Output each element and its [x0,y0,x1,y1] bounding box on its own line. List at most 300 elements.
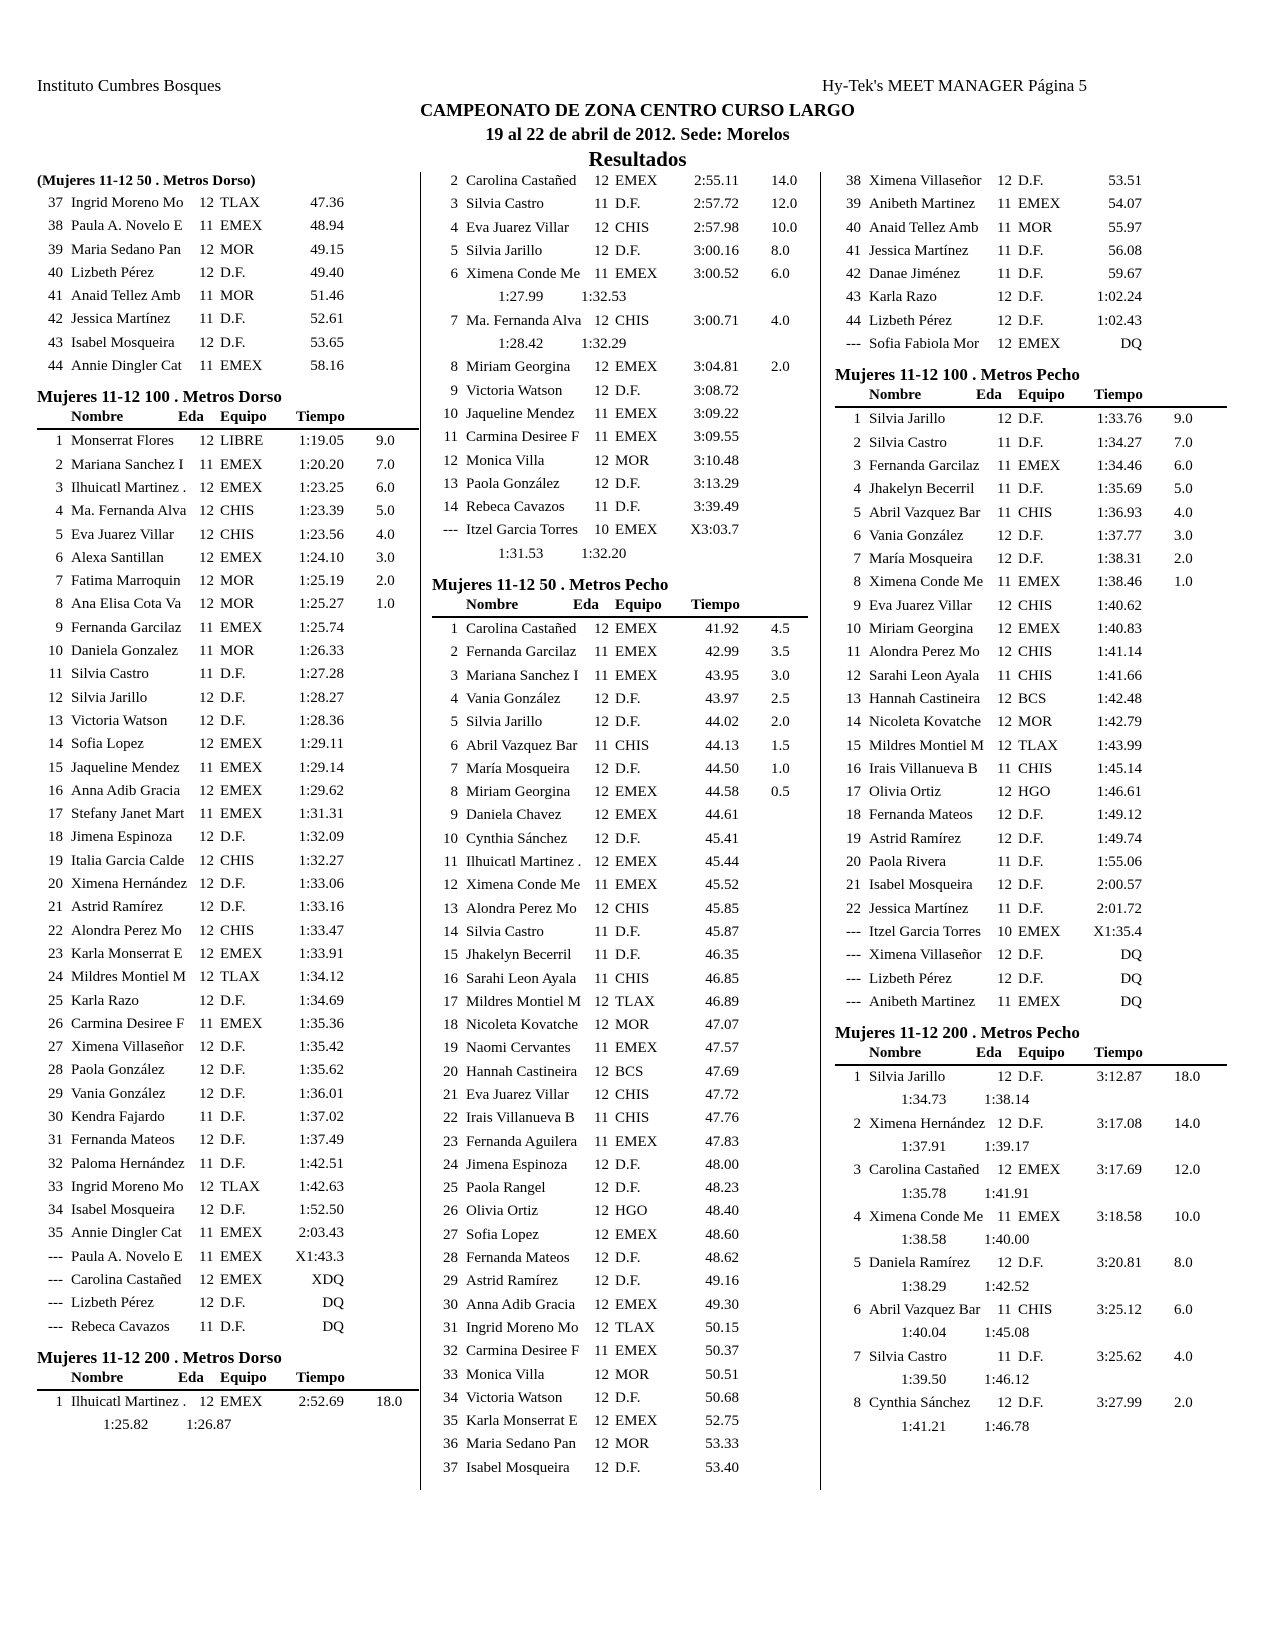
swimmer-name: Karla Monserrat E [466,1413,578,1430]
swimmer-name: Itzel Garcia Torres [466,522,578,539]
team: HGO [1018,784,1051,801]
column-header-time: Tiempo [296,409,345,426]
result-row [835,1066,1227,1089]
event-title: Mujeres 11-12 100 . Metros Dorso [37,387,282,407]
time: 3:12.87 [1096,1069,1142,1086]
age: 12 [199,922,214,939]
place: 21 [846,877,861,894]
age: 11 [199,1225,214,1242]
time: 3:10.48 [693,452,739,469]
swimmer-name: Rebeca Cavazos [466,499,565,516]
team: EMEX [220,1272,263,1289]
result-row [835,711,1227,734]
age: 12 [997,947,1012,964]
time: 42.99 [705,644,739,661]
place: 14 [443,923,458,940]
points: 9.0 [1174,411,1193,428]
swimmer-name: Ximena Hernández [71,876,188,893]
team: MOR [220,288,255,305]
age: 11 [199,456,214,473]
swimmer-name: Ximena Hernández [869,1115,986,1132]
result-row [432,1340,808,1363]
swimmer-name: Isabel Mosqueira [466,1459,570,1476]
team: CHIS [615,312,650,329]
swimmer-name: Rebeca Cavazos [71,1318,170,1335]
team: EMEX [220,806,263,823]
result-row [37,826,419,849]
split-time: 1:31.53 [498,545,544,562]
result-row [432,1014,808,1037]
place: 9 [450,807,458,824]
time: 49.16 [705,1273,739,1290]
place: 4 [450,219,458,236]
team: MOR [220,643,255,660]
points: 3.0 [771,667,790,684]
swimmer-name: Fernanda Aguilera [466,1133,578,1150]
place: 34 [443,1389,458,1406]
time: 1:37.02 [298,1108,344,1125]
column-header-age: Eda [976,387,1002,404]
column-header-time: Tiempo [296,1369,345,1386]
time: 3:39.49 [693,499,739,516]
age: 12 [199,1178,214,1195]
result-row [835,688,1227,711]
age: 11 [997,1302,1012,1319]
place: 6 [853,527,861,544]
swimmer-name: Monica Villa [466,452,545,469]
team: MOR [1018,219,1053,236]
result-row [37,1153,419,1176]
time: 2:57.98 [693,219,739,236]
swimmer-name: Ingrid Moreno Mo [466,1319,579,1336]
team: EMEX [615,405,658,422]
result-row [432,1247,808,1270]
time: 44.61 [705,807,739,824]
time: 1:33.91 [298,945,344,962]
age: 12 [594,312,609,329]
swimmer-name: Ximena Villaseñor [71,1039,184,1056]
swimmer-name: Sofia Lopez [71,736,144,753]
team: D.F. [1018,1115,1044,1132]
swimmer-name: Maria Sedano Pan [466,1436,576,1453]
swimmer-name: Vania González [71,1085,166,1102]
result-row [835,193,1227,216]
swimmer-name: Sofia Fabiola Mor [869,336,979,353]
age: 12 [199,479,214,496]
time: 1:52.50 [298,1202,344,1219]
time: DQ [322,1295,344,1312]
result-row [432,898,808,921]
result-row [432,1317,808,1340]
age: 12 [594,1063,609,1080]
team: EMEX [615,1226,658,1243]
time: 53.33 [705,1436,739,1453]
result-row [37,920,419,943]
result-row [37,1176,419,1199]
result-row [432,263,808,286]
time: 49.30 [705,1296,739,1313]
place: 25 [443,1180,458,1197]
team: MOR [615,1366,650,1383]
age: 12 [997,1255,1012,1272]
swimmer-name: Silvia Castro [466,196,544,213]
time: 1:29.14 [298,759,344,776]
result-row [835,455,1227,478]
time: 2:52.69 [298,1393,344,1410]
column-header-row [835,386,1227,408]
age: 12 [997,551,1012,568]
points: 2.0 [771,359,790,376]
team: EMEX [1018,574,1061,591]
split-times-row [835,1322,1227,1345]
result-row [835,1392,1227,1415]
time: 45.41 [705,830,739,847]
swimmer-name: Miriam Georgina [466,784,571,801]
team: D.F. [1018,434,1044,451]
swimmer-name: Lizbeth Pérez [71,264,154,281]
age: 12 [594,1273,609,1290]
swimmer-name: Nicoleta Kovatche [869,714,982,731]
swimmer-name: Carmina Desiree F [466,429,580,446]
age: 11 [997,219,1012,236]
team: MOR [615,1436,650,1453]
swimmer-name: Cynthia Sánchez [869,1395,971,1412]
swimmer-name: Abril Vazquez Bar [466,737,578,754]
place: 8 [853,1395,861,1412]
time: 3:09.55 [693,429,739,446]
age: 12 [199,1202,214,1219]
split-time: 1:27.99 [498,289,544,306]
swimmer-name: Ilhuicatl Martinez . [71,1393,187,1410]
result-row [37,454,419,477]
result-row [432,450,808,473]
swimmer-name: Paola Rivera [869,854,947,871]
time: 3:18.58 [1096,1208,1142,1225]
points: 9.0 [376,433,395,450]
swimmer-name: Ilhuicatl Martinez . [71,479,187,496]
swimmer-name: Karla Razo [869,289,937,306]
place: 4 [55,503,63,520]
swimmer-name: Ma. Fernanda Alva [466,312,582,329]
time: 1:32.27 [298,852,344,869]
split-times-row [835,1089,1227,1112]
team: TLAX [220,1178,260,1195]
team: D.F. [220,1085,246,1102]
result-row [432,240,808,263]
time: 1:02.24 [1096,289,1142,306]
place: 24 [443,1156,458,1173]
result-row [835,1159,1227,1182]
meet-title: CAMPEONATO DE ZONA CENTRO CURSO LARGO [420,100,855,120]
result-row [432,1131,808,1154]
age: 12 [594,1319,609,1336]
result-row [37,355,419,378]
time: 47.36 [310,195,344,211]
time: 1:40.62 [1096,597,1142,614]
points: 6.0 [771,266,790,283]
team: D.F. [220,1295,246,1312]
team: D.F. [615,760,641,777]
time: 1:43.99 [1096,737,1142,754]
result-row [835,432,1227,455]
points: 18.0 [376,1393,403,1410]
swimmer-name: Miriam Georgina [869,621,974,638]
age: 12 [594,1226,609,1243]
team: CHIS [615,737,650,754]
place: --- [846,923,861,940]
split-times-row [835,1276,1227,1299]
result-row [835,263,1227,286]
result-row [835,1299,1227,1322]
points: 1.5 [771,737,790,754]
result-row [432,1154,808,1177]
result-row [37,1129,419,1152]
swimmer-name: Silvia Jarillo [466,714,543,731]
time: 46.85 [705,970,739,987]
time: 1:38.46 [1096,574,1142,591]
swimmer-name: Carmina Desiree F [466,1343,580,1360]
place: --- [48,1295,63,1312]
result-row [37,215,419,238]
place: 39 [846,196,861,213]
age: 11 [997,196,1012,213]
team: EMEX [220,1225,263,1242]
result-row [835,758,1227,781]
place: 15 [846,737,861,754]
column-header-name: Nombre [869,387,922,404]
time: 3:25.12 [1096,1302,1142,1319]
place: 2 [853,1115,861,1132]
team: D.F. [1018,807,1044,824]
place: 35 [48,1225,63,1242]
age: 11 [997,1348,1012,1365]
result-row [37,803,419,826]
swimmer-name: Mariana Sanchez I [71,456,184,473]
swimmer-name: Annie Dingler Cat [71,358,182,375]
age: 12 [997,1395,1012,1412]
result-row [432,665,808,688]
swimmer-name: Karla Razo [71,992,139,1009]
result-row [835,240,1227,263]
time: 46.35 [705,947,739,964]
age: 12 [594,1389,609,1406]
result-row [37,687,419,710]
result-row [37,1246,419,1269]
team: D.F. [615,499,641,516]
result-row [835,502,1227,525]
place: 6 [450,266,458,283]
time: 44.50 [705,760,739,777]
swimmer-name: Silvia Jarillo [869,411,946,428]
age: 12 [594,830,609,847]
place: 14 [846,714,861,731]
age: 11 [199,1248,214,1265]
swimmer-name: Daniela Ramírez [869,1255,971,1272]
split-time: 1:41.91 [984,1185,1030,1202]
age: 12 [997,312,1012,329]
swimmer-name: Isabel Mosqueira [71,1202,175,1219]
team: D.F. [615,382,641,399]
time: 44.13 [705,737,739,754]
swimmer-name: Monica Villa [466,1366,545,1383]
time: DQ [1120,970,1142,987]
place: 2 [55,456,63,473]
team: EMEX [220,759,263,776]
result-row [432,944,808,967]
age: 12 [594,1436,609,1453]
time: 48.62 [705,1250,739,1267]
place: 40 [846,219,861,236]
split-times-row [835,1183,1227,1206]
team: BCS [615,1063,644,1080]
team: CHIS [220,503,255,520]
result-row [835,1206,1227,1229]
place: --- [48,1272,63,1289]
time: 1:42.63 [298,1178,344,1195]
time: 56.08 [1108,242,1142,259]
age: 12 [594,359,609,376]
swimmer-name: Abril Vazquez Bar [869,504,981,521]
time: 1:02.43 [1096,312,1142,329]
age: 11 [594,1343,609,1360]
place: 16 [48,782,63,799]
place: 31 [443,1319,458,1336]
swimmer-name: Monserrat Flores [71,433,174,450]
age: 12 [199,829,214,846]
swimmer-name: Alondra Perez Mo [466,900,577,917]
swimmer-name: Carolina Castañed [466,173,577,189]
age: 12 [199,1062,214,1079]
swimmer-name: Danae Jiménez [869,266,961,283]
swimmer-name: Silvia Jarillo [71,689,148,706]
team: D.F. [615,1389,641,1406]
team: EMEX [1018,923,1061,940]
points: 2.0 [1174,1395,1193,1412]
points: 14.0 [771,173,798,189]
time: 1:55.06 [1096,854,1142,871]
swimmer-name: Anibeth Martinez [869,196,976,213]
time: 1:29.11 [299,736,344,753]
swimmer-name: Jaqueline Mendez [466,405,575,422]
points: 8.0 [771,242,790,259]
age: 12 [199,1393,214,1410]
team: EMEX [615,359,658,376]
result-row [835,735,1227,758]
team: EMEX [220,549,263,566]
team: EMEX [1018,457,1061,474]
place: 10 [846,621,861,638]
result-row [37,1292,419,1315]
age: 12 [594,714,609,731]
place: 32 [48,1155,63,1172]
team: EMEX [220,619,263,636]
team: D.F. [615,475,641,492]
result-row [432,828,808,851]
result-row [835,874,1227,897]
column-header-time: Tiempo [1094,387,1143,404]
result-row [835,1346,1227,1369]
age: 11 [997,760,1012,777]
time: 1:49.74 [1096,830,1142,847]
place: 7 [450,312,458,329]
column-header-age: Eda [976,1045,1002,1062]
age: 11 [997,900,1012,917]
place: 41 [48,288,63,305]
result-row [835,665,1227,688]
swimmer-name: Jimena Espinoza [71,829,173,846]
points: 2.0 [376,573,395,590]
result-row [432,356,808,379]
result-row [835,944,1227,967]
age: 11 [199,643,214,660]
time: 49.15 [310,241,344,258]
time: 49.40 [310,264,344,281]
place: 12 [443,877,458,894]
place: 13 [443,900,458,917]
result-row [432,496,808,519]
split-time: 1:32.29 [581,336,627,353]
time: 1:34.46 [1096,457,1142,474]
result-row [835,333,1227,356]
place: 4 [853,1208,861,1225]
place: 20 [48,876,63,893]
place: 19 [846,830,861,847]
points: 0.5 [771,784,790,801]
team: EMEX [220,945,263,962]
team: CHIS [220,922,255,939]
team: CHIS [1018,760,1053,777]
split-times-row [432,333,808,356]
team: EMEX [1018,993,1061,1010]
place: 39 [48,241,63,258]
time: 1:24.10 [298,549,344,566]
result-row [432,217,808,240]
place: 3 [450,196,458,213]
team: D.F. [220,712,246,729]
team: D.F. [220,1039,246,1056]
time: 1:41.14 [1096,644,1142,661]
team: EMEX [615,266,658,283]
swimmer-name: Jessica Martínez [869,900,969,917]
team: MOR [220,241,255,258]
column-divider [420,172,421,1490]
team: CHIS [615,970,650,987]
swimmer-name: Naomi Cervantes [466,1040,571,1057]
swimmer-name: Olivia Ortiz [869,784,942,801]
points: 14.0 [1174,1115,1201,1132]
swimmer-name: Ximena Conde Me [466,877,581,894]
place: 28 [443,1250,458,1267]
place: 21 [48,899,63,916]
age: 11 [594,499,609,516]
result-row [37,1391,419,1414]
swimmer-name: Hannah Castineira [869,690,981,707]
team: D.F. [615,714,641,731]
place: 1 [55,1393,63,1410]
age: 11 [199,1015,214,1032]
split-time: 1:41.21 [901,1418,947,1435]
column-header-name: Nombre [466,597,519,614]
place: 10 [48,643,63,660]
swimmer-name: Jaqueline Mendez [71,759,180,776]
age: 12 [594,173,609,189]
age: 11 [997,481,1012,498]
age: 12 [199,433,214,450]
column-header-name: Nombre [71,409,124,426]
time: 3:25.62 [1096,1348,1142,1365]
points: 5.0 [1174,481,1193,498]
swimmer-name: Ximena Villaseñor [869,947,982,964]
